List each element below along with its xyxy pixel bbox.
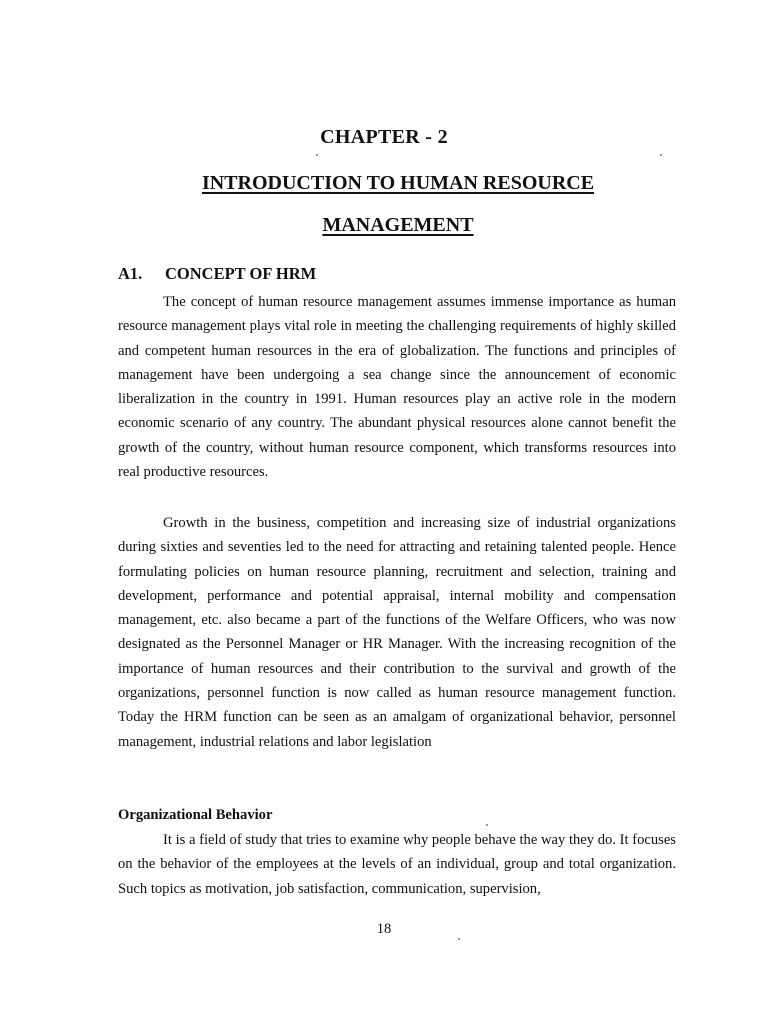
scan-speck [458,938,460,940]
paragraph-concept [118,290,676,484]
paragraph-growth [118,511,676,754]
scan-speck [486,824,488,826]
page-number: 18 [376,921,392,937]
paragraph-text: Growth in the business, competition and increasing size of industrial organizations during sixties and seventies led to the need for attracting and retaining talented people. Hence formulating policies on human resource planning, recruitment and selection, training and development, performance and potential appraisal, internal mobility and compensation management, etc. also became a part of the functions of the Welfare Officers, who was now designated as the Personnel Manager or HR Manager. With the increasing recognition of the importance of human resources and their contribution to the survival and growth of the organizations, personnel function is now called as human resource management function. Today the HRM function can be seen as an amalgam of organizational behavior, personnel management, industrial relations and labor legislation [118,515,676,750]
paragraph-organizational-behavior [118,828,676,901]
scan-speck [660,154,662,156]
paragraph-text: It is a field of study that tries to examine why people behave the way they do. It focuses on the behavior of the employees at the levels of an individual, group and total organization. Such topics as motivation, job satisfaction, communication, supervision, [118,832,676,897]
paragraph-text: The concept of human resource management assumes immense importance as human resource management plays vital role in meeting the challenging requirements of highly skilled and competent human resources in the era of globalization. The functions and principles of management have been undergoing a sea change since the announcement of economic liberalization in the country in 1991. Human resources play an active role in the modern economic scenario of any country. The abundant physical resources alone cannot benefit the growth of the country, without human resource component, which transforms resources into real productive resources. [118,294,676,481]
chapter-title-line-1: INTRODUCTION TO HUMAN RESOURCE [201,172,595,194]
section-heading [118,264,316,284]
scan-speck [316,154,318,156]
chapter-label: CHAPTER - 2 [320,126,448,148]
subsection-heading: Organizational Behavior [118,807,273,823]
chapter-title-line-2: MANAGEMENT [322,214,474,236]
section-title: CONCEPT OF HRM [165,264,317,283]
section-number: A1. [118,264,143,283]
